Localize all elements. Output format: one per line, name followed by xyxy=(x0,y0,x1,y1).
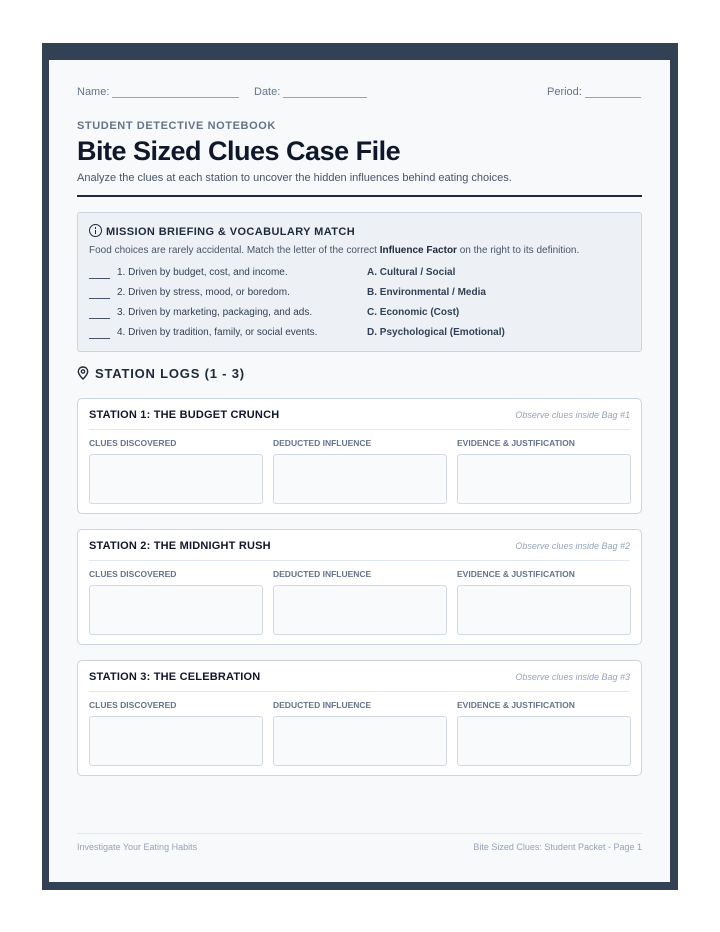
evidence-input[interactable] xyxy=(457,585,631,635)
station-logs-heading xyxy=(77,366,245,381)
station-card xyxy=(77,660,642,776)
answer-blank[interactable] xyxy=(89,307,110,319)
column-label: DEDUCTED INFLUENCE xyxy=(273,700,372,710)
influence-input[interactable] xyxy=(273,585,447,635)
title-divider xyxy=(77,195,642,197)
station-card xyxy=(77,398,642,514)
worksheet-page xyxy=(49,60,670,882)
station-title: STATION 3: THE CELEBRATION xyxy=(89,671,261,683)
station-card xyxy=(77,529,642,645)
influence-option: B. Environmental / Media xyxy=(367,287,486,298)
instructions-text: Food choices are rarely accidental. Match the letter of the correct xyxy=(89,245,380,256)
definition-text: 2. Driven by stress, mood, or boredom. xyxy=(117,287,290,298)
instructions-bold: Influence Factor xyxy=(379,245,457,256)
definition-item xyxy=(89,267,288,279)
footer-left: Investigate Your Eating Habits xyxy=(77,842,198,852)
column-label: DEDUCTED INFLUENCE xyxy=(273,438,372,448)
definition-text: 1. Driven by budget, cost, and income. xyxy=(117,267,288,278)
student-info-header xyxy=(77,84,642,100)
column-label: CLUES DISCOVERED xyxy=(89,438,177,448)
page-subtitle: Analyze the clues at each station to uncover the hidden influences behind eating choices. xyxy=(77,172,512,184)
footer-right: Bite Sized Clues: Student Packet - Page 1 xyxy=(473,842,642,852)
clues-input[interactable] xyxy=(89,585,263,635)
period-label: Period: xyxy=(547,86,582,98)
station-logs-heading-text: STATION LOGS (1 - 3) xyxy=(95,366,245,381)
influence-input[interactable] xyxy=(273,716,447,766)
info-icon xyxy=(89,224,102,237)
clues-input[interactable] xyxy=(89,454,263,504)
station-note: Observe clues inside Bag #1 xyxy=(515,410,630,420)
evidence-input[interactable] xyxy=(457,716,631,766)
station-note: Observe clues inside Bag #2 xyxy=(515,541,630,551)
page-title: Bite Sized Clues Case File xyxy=(77,136,401,166)
instructions-text-end: on the right to its definition. xyxy=(456,245,580,256)
influence-option: C. Economic (Cost) xyxy=(367,307,460,318)
column-label: EVIDENCE & JUSTIFICATION xyxy=(457,700,575,710)
briefing-heading xyxy=(89,224,355,238)
definition-item xyxy=(89,307,312,319)
station-note: Observe clues inside Bag #3 xyxy=(515,672,630,682)
answer-blank[interactable] xyxy=(89,287,110,299)
station-title: STATION 2: THE MIDNIGHT RUSH xyxy=(89,540,271,552)
definition-text: 3. Driven by marketing, packaging, and ads. xyxy=(117,307,313,318)
influence-input[interactable] xyxy=(273,454,447,504)
definition-item xyxy=(89,287,290,299)
column-label: EVIDENCE & JUSTIFICATION xyxy=(457,438,575,448)
footer-divider xyxy=(77,833,642,834)
column-label: EVIDENCE & JUSTIFICATION xyxy=(457,569,575,579)
date-label: Date: xyxy=(254,86,281,98)
evidence-input[interactable] xyxy=(457,454,631,504)
clues-input[interactable] xyxy=(89,716,263,766)
column-label: CLUES DISCOVERED xyxy=(89,700,177,710)
definition-text: 4. Driven by tradition, family, or social events. xyxy=(117,327,318,338)
station-title: STATION 1: THE BUDGET CRUNCH xyxy=(89,409,280,421)
column-label: DEDUCTED INFLUENCE xyxy=(273,569,372,579)
station-divider xyxy=(89,691,630,692)
station-divider xyxy=(89,429,630,430)
name-label: Name: xyxy=(77,86,110,98)
answer-blank[interactable] xyxy=(89,267,110,279)
name-field[interactable] xyxy=(112,84,239,98)
briefing-heading-text: MISSION BRIEFING & VOCABULARY MATCH xyxy=(106,226,356,238)
map-pin-icon xyxy=(77,366,89,380)
station-divider xyxy=(89,560,630,561)
mission-briefing xyxy=(77,212,642,352)
period-field[interactable] xyxy=(585,84,641,98)
briefing-instructions xyxy=(89,245,579,256)
date-field[interactable] xyxy=(283,84,367,98)
kicker: STUDENT DETECTIVE NOTEBOOK xyxy=(77,120,276,132)
answer-blank[interactable] xyxy=(89,327,110,339)
influence-option: A. Cultural / Social xyxy=(367,267,456,278)
influence-option: D. Psychological (Emotional) xyxy=(367,327,505,338)
definition-item xyxy=(89,327,317,339)
column-label: CLUES DISCOVERED xyxy=(89,569,177,579)
